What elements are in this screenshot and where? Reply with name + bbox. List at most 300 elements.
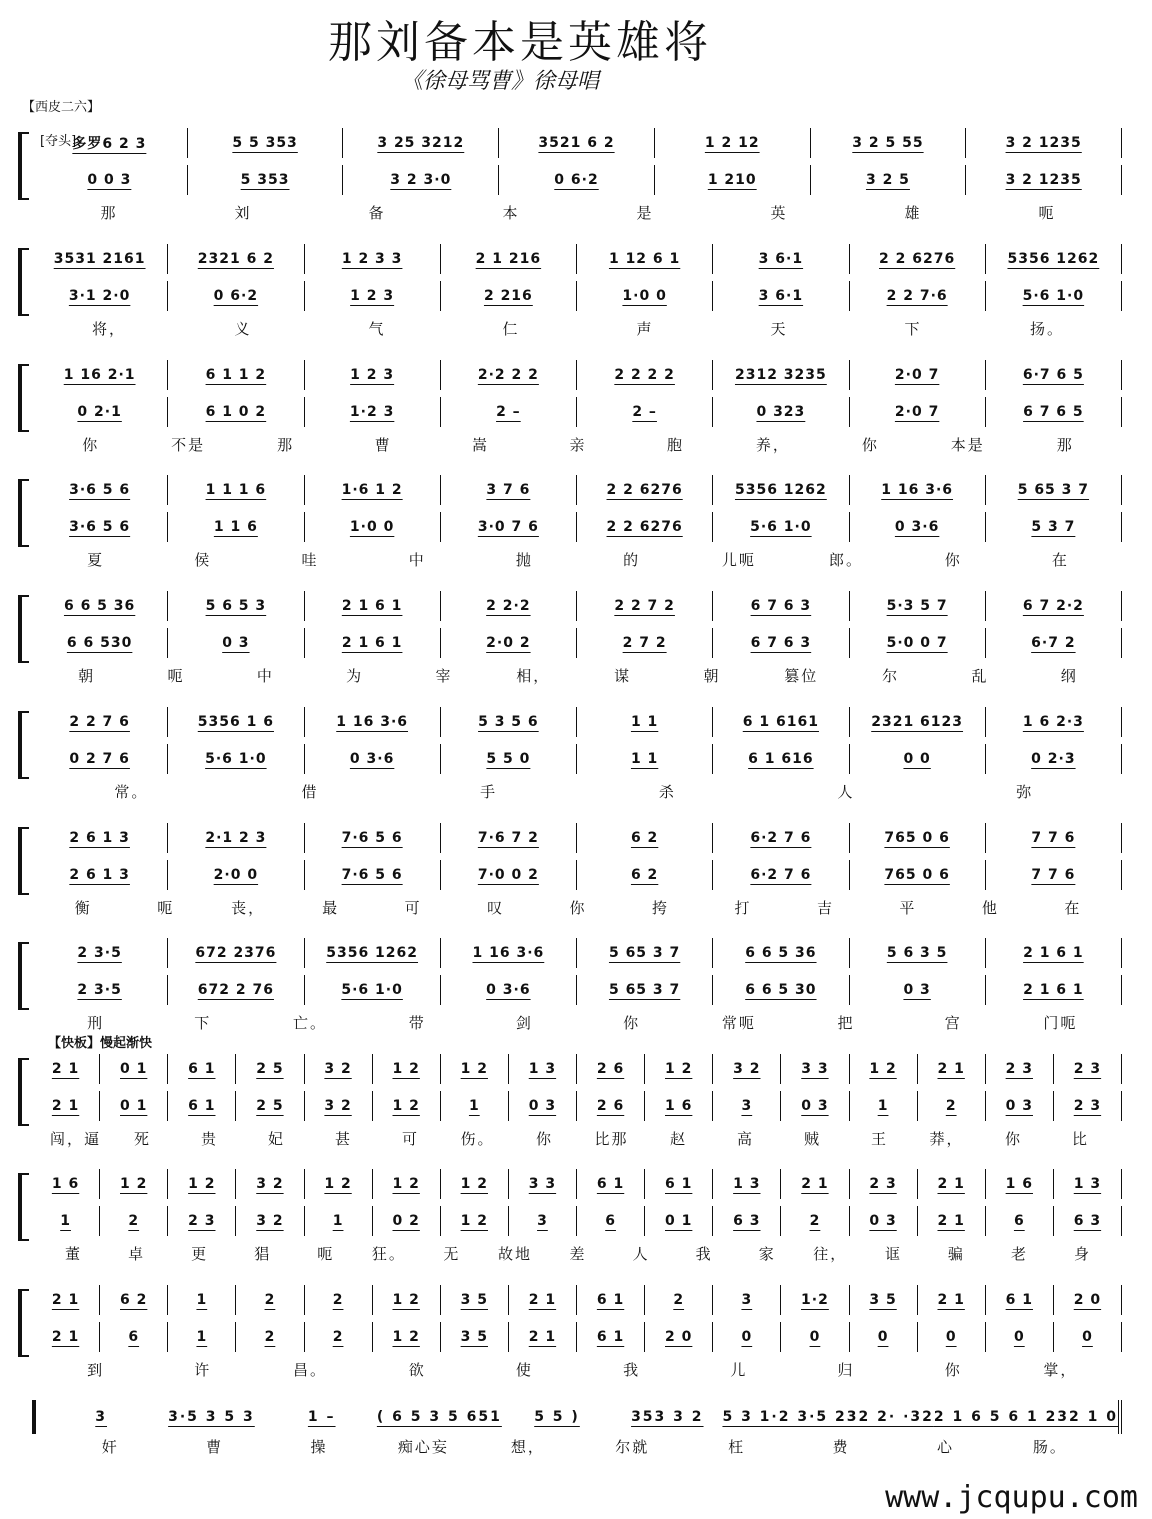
measure: 6 6 5 30 xyxy=(712,975,848,1005)
barline xyxy=(1121,938,1122,968)
lyrics-line xyxy=(42,549,1114,570)
measure: 672 2376 xyxy=(167,938,303,968)
lyric-syllable: 挎 xyxy=(652,899,670,917)
measure: 6 1 xyxy=(985,1285,1053,1315)
final-note-group: 2 1 6 5 6 1 232 1 0 xyxy=(933,1409,1119,1425)
measure: 3 5 xyxy=(440,1322,508,1352)
measure: 2 xyxy=(235,1285,303,1315)
lyrics-line xyxy=(42,318,1114,339)
lyric-syllable: 朝 xyxy=(78,667,96,685)
lyric-syllable: 奸 xyxy=(101,1438,119,1456)
measure: 1 xyxy=(304,1206,372,1236)
measure: 1·0 0 xyxy=(576,281,712,311)
measure: 2 1 6 1 xyxy=(985,975,1121,1005)
measure: 1 2 3 xyxy=(304,360,440,390)
final-note-group: 3·5 3 5 3 xyxy=(168,1409,255,1425)
measure: 5·6 1·0 xyxy=(304,975,440,1005)
measure: 2 xyxy=(780,1206,848,1236)
lyric-syllable: 乱 xyxy=(971,667,989,685)
measure: 6 7 6 5 xyxy=(985,397,1121,427)
measure: 3 6·1 xyxy=(712,281,848,311)
measure: 6 2 xyxy=(576,860,712,890)
measure: 2 216 xyxy=(440,281,576,311)
measure: 3 3 xyxy=(780,1054,848,1084)
lyric-syllable: 猖 xyxy=(254,1245,272,1263)
lyrics-line xyxy=(42,1012,1114,1033)
lyric-syllable: 昌。 xyxy=(293,1361,328,1379)
lyric-syllable: 吉 xyxy=(816,899,834,917)
measure: 0 1 xyxy=(99,1054,167,1084)
measure: 3 2 1235 xyxy=(965,128,1121,158)
lyric-syllable: 心 xyxy=(936,1438,954,1456)
lyric-syllable: 曹 xyxy=(374,436,392,454)
barline xyxy=(1121,128,1122,158)
measure: 0 2 xyxy=(372,1206,440,1236)
measure: 2 6 xyxy=(576,1091,644,1121)
lyric-syllable: 丧， xyxy=(231,899,266,917)
measure: 5 3 5 6 xyxy=(440,707,576,737)
measure: 0 3·6 xyxy=(440,975,576,1005)
lyric-syllable: 儿呃 xyxy=(721,551,756,569)
barline xyxy=(1121,475,1122,505)
measure: 2 1 6 1 xyxy=(304,628,440,658)
measure: 1 xyxy=(60,1213,71,1229)
measure: 7·6 5 6 xyxy=(304,860,440,890)
measure: 2 3·5 xyxy=(77,945,122,961)
lyric-syllable: 肠。 xyxy=(1032,1438,1067,1456)
measure: 6 2 xyxy=(99,1285,167,1315)
measure: 0 1 xyxy=(644,1206,712,1236)
measure: 2 1 xyxy=(508,1322,576,1352)
lyrics-line xyxy=(42,202,1114,223)
measure: 1 xyxy=(440,1091,508,1121)
measure: 6·2 7 6 xyxy=(712,860,848,890)
lyric-syllable: 莽， xyxy=(929,1130,964,1148)
lyric-syllable: 把 xyxy=(837,1014,855,1032)
lyric-syllable: 那 xyxy=(277,436,295,454)
lyric-syllable: 无 xyxy=(443,1245,461,1263)
barline xyxy=(1121,1285,1122,1315)
measure: 0 2·1 xyxy=(77,404,122,420)
measure: 1·2 xyxy=(780,1285,848,1315)
measure: 3 2 5 55 xyxy=(810,128,966,158)
lyric-syllable: 宫 xyxy=(944,1014,962,1032)
lyric-syllable: 中 xyxy=(408,551,426,569)
measure: 765 0 6 xyxy=(849,823,985,853)
measure: 0 3 xyxy=(508,1091,576,1121)
lyric-syllable: 往， xyxy=(813,1245,848,1263)
measure: 6·7 2 xyxy=(985,628,1121,658)
lyric-syllable: 呃 xyxy=(157,899,175,917)
mode-label: 【西皮二六】 xyxy=(22,100,101,115)
measure: 6·7 6 5 xyxy=(985,360,1121,390)
measure: 1 2 xyxy=(99,1169,167,1199)
measure: 1 2 xyxy=(372,1322,440,1352)
lyric-syllable: 你 xyxy=(1004,1130,1022,1148)
lyric-syllable: 下 xyxy=(194,1014,212,1032)
measure: 7 7 6 xyxy=(985,823,1121,853)
measure: 0 0 xyxy=(849,744,985,774)
measure: 0 1 xyxy=(99,1091,167,1121)
lyric-syllable: 可 xyxy=(404,899,422,917)
measure: 6·2 7 6 xyxy=(712,823,848,853)
final-note-group: 1 – xyxy=(307,1409,336,1425)
measure: 2 0 xyxy=(1053,1285,1121,1315)
measure: 2·0 2 xyxy=(440,628,576,658)
measure: 7·6 7 2 xyxy=(440,823,576,853)
measure: 3·1 2·0 xyxy=(68,288,131,304)
lyric-syllable: 门呃 xyxy=(1043,1014,1078,1032)
lyric-syllable: 呃 xyxy=(167,667,185,685)
measure: 2 1 xyxy=(917,1206,985,1236)
lyric-syllable: 呃 xyxy=(1038,204,1056,222)
measure: 2 2 2 2 xyxy=(576,360,712,390)
lyric-syllable: 将， xyxy=(91,320,126,338)
measure: 1·0 0 xyxy=(304,512,440,542)
measure: 6 xyxy=(99,1322,167,1352)
measure: 3521 6 2 xyxy=(498,128,654,158)
top-notation-line xyxy=(32,1285,1122,1315)
measure: 6 xyxy=(576,1206,644,1236)
measure: 3 3 xyxy=(508,1169,576,1199)
measure: 1 16 3·6 xyxy=(849,475,985,505)
lyric-syllable: 你 xyxy=(569,899,587,917)
lyric-syllable: 你 xyxy=(82,436,100,454)
lyric-syllable: 养， xyxy=(755,436,790,454)
lyric-syllable: 高 xyxy=(736,1130,754,1148)
lyric-syllable: 剑 xyxy=(515,1014,533,1032)
measure: 0 2·3 xyxy=(985,744,1121,774)
measure: 0 xyxy=(712,1322,780,1352)
lyric-syllable: 嵩 xyxy=(472,436,490,454)
measure: 0 2 7 6 xyxy=(69,751,130,767)
system-bracket xyxy=(18,1173,29,1241)
measure: 1 2 xyxy=(440,1169,508,1199)
top-notation-line xyxy=(32,823,1122,853)
measure: 2 xyxy=(644,1285,712,1315)
barline xyxy=(1121,591,1122,621)
measure: 1 12 6 1 xyxy=(576,244,712,274)
measure: 6 1 xyxy=(576,1322,644,1352)
measure: 3 xyxy=(712,1091,780,1121)
measure: 0 3 xyxy=(985,1091,1053,1121)
lyric-syllable: 曹 xyxy=(206,1438,224,1456)
measure: 2 3 xyxy=(1053,1054,1121,1084)
top-notation-line xyxy=(32,1169,1122,1199)
lyric-syllable: 常呃 xyxy=(721,1014,756,1032)
lyric-syllable: 故地 xyxy=(497,1245,532,1263)
measure: 1 xyxy=(849,1091,917,1121)
measure: 765 0 6 xyxy=(849,860,985,890)
measure: 0 3 xyxy=(167,628,303,658)
lyric-syllable: 费 xyxy=(832,1438,850,1456)
measure: 1 2 xyxy=(849,1054,917,1084)
measure: 2 5 xyxy=(235,1091,303,1121)
system-bracket xyxy=(18,132,29,200)
measure: 0 3·6 xyxy=(304,744,440,774)
bottom-notation-line xyxy=(32,628,1122,658)
measure: 2 6 1 3 xyxy=(69,830,130,846)
measure: 0 xyxy=(849,1322,917,1352)
measure: 1 16 2·1 xyxy=(63,367,136,383)
measure: 1 6 xyxy=(644,1091,712,1121)
measure: 2 2 6276 xyxy=(849,244,985,274)
measure: 1·2 3 xyxy=(304,397,440,427)
bottom-notation-line xyxy=(32,1091,1122,1121)
measure: 2 3·5 xyxy=(77,982,122,998)
lyric-syllable: 义 xyxy=(234,320,252,338)
measure: 2 1 xyxy=(780,1169,848,1199)
lyric-syllable: 在 xyxy=(1064,899,1082,917)
measure: 2 1 xyxy=(51,1098,80,1114)
measure: 3 5 xyxy=(440,1285,508,1315)
measure: 1 2 xyxy=(644,1054,712,1084)
lyric-syllable: 声 xyxy=(636,320,654,338)
measure: 0 3·6 xyxy=(849,512,985,542)
measure: 3 5 xyxy=(849,1285,917,1315)
watermark: www.jcqupu.com xyxy=(885,1480,1138,1515)
lyric-syllable: 更 xyxy=(191,1245,209,1263)
measure: 3 2 xyxy=(235,1169,303,1199)
lyric-syllable: 侯 xyxy=(194,551,212,569)
measure: 2 – xyxy=(576,397,712,427)
measure: 0 0 3 xyxy=(87,172,132,188)
measure: 672 2 76 xyxy=(167,975,303,1005)
lyric-syllable: 你 xyxy=(944,551,962,569)
measure: 1 16 3·6 xyxy=(304,707,440,737)
measure: 3·0 7 6 xyxy=(440,512,576,542)
system-bracket xyxy=(18,595,29,663)
measure: 1 6 2·3 xyxy=(985,707,1121,737)
measure: 2 3 xyxy=(1053,1091,1121,1121)
measure: 5 65 3 7 xyxy=(985,475,1121,505)
measure: 6 1 1 2 xyxy=(167,360,303,390)
barline xyxy=(1121,628,1122,658)
measure: 2 1 xyxy=(51,1292,80,1308)
measure: 6 3 xyxy=(712,1206,780,1236)
lyric-syllable: 到 xyxy=(87,1361,105,1379)
lyric-syllable: 带 xyxy=(408,1014,426,1032)
measure: 3 2 xyxy=(235,1206,303,1236)
final-lyrics-line xyxy=(58,1436,1102,1457)
measure: 2 1 xyxy=(51,1061,80,1077)
lyric-syllable: 董 xyxy=(65,1245,83,1263)
lyric-syllable: 不是 xyxy=(171,436,206,454)
measure: 5356 1 6 xyxy=(167,707,303,737)
lyric-syllable: 枉 xyxy=(728,1438,746,1456)
measure: 1 16 3·6 xyxy=(440,938,576,968)
system-bracket xyxy=(18,711,29,779)
lyric-syllable: 打 xyxy=(734,899,752,917)
lyric-syllable: 叹 xyxy=(487,899,505,917)
final-note-group: ( 6 5 3 5 651 xyxy=(376,1409,502,1425)
lyric-syllable: 可 xyxy=(401,1130,419,1148)
barline xyxy=(1121,1322,1122,1352)
measure: 7 7 6 xyxy=(985,860,1121,890)
measure: 5·6 1·0 xyxy=(712,512,848,542)
lyric-syllable: 比 xyxy=(1071,1130,1089,1148)
measure: 3 2 3·0 xyxy=(342,165,498,195)
measure: 2 1 6 1 xyxy=(985,938,1121,968)
measure: 0 6·2 xyxy=(498,165,654,195)
measure: 2 1 xyxy=(917,1169,985,1199)
lyrics-line xyxy=(42,1243,1114,1264)
measure: 2 1 xyxy=(917,1285,985,1315)
measure: 6 7 6 3 xyxy=(712,628,848,658)
barline xyxy=(1121,744,1122,774)
bottom-notation-line xyxy=(32,744,1122,774)
lyric-syllable: 我 xyxy=(695,1245,713,1263)
lyric-syllable: 你 xyxy=(861,436,879,454)
lyric-syllable: 狂。 xyxy=(371,1245,406,1263)
top-notation-line xyxy=(32,475,1122,505)
lyric-syllable: 中 xyxy=(256,667,274,685)
lyric-syllable: 欲 xyxy=(408,1361,426,1379)
measure: 3 2 1235 xyxy=(965,165,1121,195)
kuaiban-label: 【快板】慢起渐快 xyxy=(48,1036,153,1051)
measure: 5356 1262 xyxy=(712,475,848,505)
measure: 2 3 xyxy=(985,1054,1053,1084)
lyric-syllable: 人 xyxy=(837,783,855,801)
lyric-syllable: 儿 xyxy=(730,1361,748,1379)
measure: 5 6 5 3 xyxy=(167,591,303,621)
bottom-notation-line xyxy=(32,512,1122,542)
final-note-group: 3 xyxy=(95,1409,108,1425)
measure: 0 xyxy=(780,1322,848,1352)
measure: 2 xyxy=(99,1206,167,1236)
measure: 3 6·1 xyxy=(712,244,848,274)
measure: 5·6 1·0 xyxy=(985,281,1121,311)
measure: 3 xyxy=(508,1206,576,1236)
measure: 1 2 xyxy=(440,1054,508,1084)
barline xyxy=(1121,360,1122,390)
lyric-syllable: 借 xyxy=(301,783,319,801)
lyric-syllable: 家 xyxy=(758,1245,776,1263)
measure: 2 2 6276 xyxy=(576,475,712,505)
barline xyxy=(1121,281,1122,311)
measure: 5 353 xyxy=(187,165,343,195)
barline xyxy=(1121,860,1122,890)
measure: 1 2 3 3 xyxy=(304,244,440,274)
lyric-syllable: 你 xyxy=(623,1014,641,1032)
measure: 2 7 2 xyxy=(576,628,712,658)
measure: 2·0 7 xyxy=(849,360,985,390)
lyric-syllable: 归 xyxy=(837,1361,855,1379)
measure: 6 xyxy=(985,1206,1053,1236)
lyric-syllable: 哇 xyxy=(301,551,319,569)
bottom-notation-line xyxy=(32,860,1122,890)
lyric-syllable: 的 xyxy=(623,551,641,569)
measure: 1 2 3 xyxy=(304,281,440,311)
measure: 7·6 5 6 xyxy=(304,823,440,853)
measure: 2 2·2 xyxy=(440,591,576,621)
measure: 0 xyxy=(917,1322,985,1352)
lyric-syllable: 下 xyxy=(904,320,922,338)
measure: 0 xyxy=(1053,1322,1121,1352)
lyrics-line xyxy=(42,1128,1114,1149)
measure: 6 1 6161 xyxy=(712,707,848,737)
measure: 2 1 6 1 xyxy=(304,591,440,621)
lyric-syllable: 是 xyxy=(636,204,654,222)
lyric-syllable: 妃 xyxy=(267,1130,285,1148)
lyric-syllable: 弥 xyxy=(1016,783,1034,801)
duotou-label: [夺头] xyxy=(40,134,77,149)
lyric-syllable: 老 xyxy=(1010,1245,1028,1263)
lyric-syllable: 骗 xyxy=(947,1245,965,1263)
top-notation-line xyxy=(32,591,1122,621)
lyric-syllable: 闯，逼 xyxy=(49,1130,101,1148)
lyric-syllable: 甚 xyxy=(334,1130,352,1148)
measure: 1·6 1 2 xyxy=(304,475,440,505)
measure: 2 xyxy=(304,1322,372,1352)
top-notation-line xyxy=(32,244,1122,274)
measure: 2 6 1 3 xyxy=(69,867,130,883)
measure: 2 3 xyxy=(167,1206,235,1236)
measure: 2 1 216 xyxy=(440,244,576,274)
measure: 3·6 5 6 xyxy=(69,482,131,498)
measure: 0 323 xyxy=(712,397,848,427)
measure: 多罗6 2 3 xyxy=(72,136,147,152)
measure: 3 xyxy=(712,1285,780,1315)
barline xyxy=(1121,707,1122,737)
song-subtitle: 《徐母骂曹》徐母唱 xyxy=(400,69,599,94)
measure: 0 xyxy=(985,1322,1053,1352)
measure: 6 7 2·2 xyxy=(985,591,1121,621)
measure: 2 2 7 2 xyxy=(576,591,712,621)
lyrics-line xyxy=(42,665,1114,686)
measure: 5 6 3 5 xyxy=(849,938,985,968)
top-notation-line xyxy=(32,707,1122,737)
measure: 2 xyxy=(235,1322,303,1352)
lyric-syllable: 尔 xyxy=(882,667,900,685)
measure: 3531 2161 xyxy=(53,251,146,267)
lyric-syllable: 本 xyxy=(502,204,520,222)
measure: 2 2 7 6 xyxy=(69,714,130,730)
measure: 1 2 xyxy=(372,1169,440,1199)
measure: 6 1 0 2 xyxy=(167,397,303,427)
top-notation-line xyxy=(32,360,1122,390)
measure: 5356 1262 xyxy=(304,938,440,968)
measure: 2 xyxy=(304,1285,372,1315)
measure: 6 1 xyxy=(576,1285,644,1315)
top-notation-line xyxy=(32,128,1122,158)
measure: 2 6 xyxy=(576,1054,644,1084)
lyric-syllable: 卓 xyxy=(128,1245,146,1263)
lyric-syllable: 杀 xyxy=(658,783,676,801)
measure: 2·0 0 xyxy=(167,860,303,890)
lyric-syllable: 谋 xyxy=(614,667,632,685)
final-notation-line xyxy=(32,1400,1122,1434)
measure: 1 xyxy=(167,1285,235,1315)
barline xyxy=(1121,1054,1122,1084)
barline xyxy=(1121,512,1122,542)
measure: 1 1 1 6 xyxy=(167,475,303,505)
measure: 2321 6 2 xyxy=(167,244,303,274)
lyric-syllable: 纲 xyxy=(1060,667,1078,685)
measure: 2 0 xyxy=(644,1322,712,1352)
measure: 6 1 xyxy=(644,1169,712,1199)
measure: 1 6 xyxy=(51,1176,80,1192)
measure: 6 6 5 36 xyxy=(712,938,848,968)
top-notation-line xyxy=(32,938,1122,968)
measure: 2 1 xyxy=(508,1285,576,1315)
lyric-syllable: 人 xyxy=(632,1245,650,1263)
measure: 6 1 xyxy=(576,1169,644,1199)
lyric-syllable: 尔就 xyxy=(615,1438,650,1456)
lyrics-line xyxy=(42,897,1114,918)
measure: 5 65 3 7 xyxy=(576,938,712,968)
lyric-syllable: 衡 xyxy=(74,899,92,917)
